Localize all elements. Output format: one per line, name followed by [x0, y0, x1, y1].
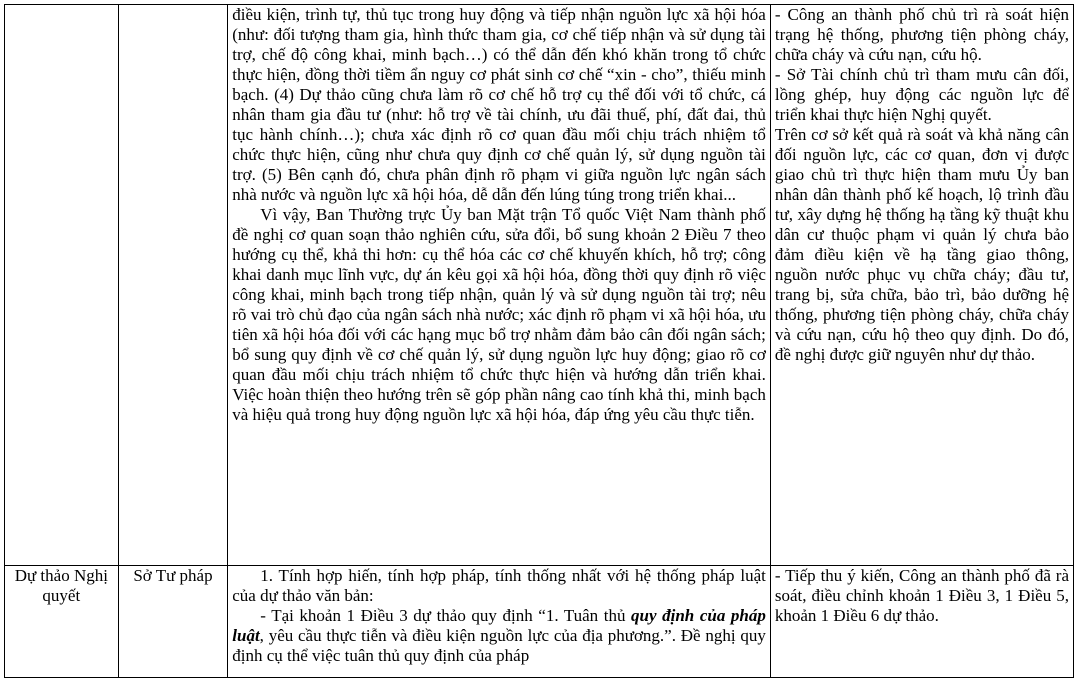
table-row	[5, 5, 1074, 566]
table-row	[5, 566, 1074, 678]
commenting-agency-cell: Sở Tư pháp	[118, 566, 228, 678]
comment-text: - Tại khoản 1 Điều 3 dự thảo quy định “1. Tuân thủ	[260, 606, 632, 625]
comment-content-cell	[228, 5, 771, 566]
response-paragraph: Trên cơ sở kết quả rà soát và khả năng cân đối nguồn lực, các cơ quan, đơn vị được giao chủ trì thực hiện tham mưu Ủy ban nhân dân thành phố kế hoạch, lộ trình đầu tư, xây dựng hệ thống hạ tầng kỹ thuật khu dân cư thuộc phạm vi quản lý chưa bảo đảm điều kiện về hạ tầng giao thông, nguồn nước phục vụ chữa cháy; đầu tư, trang bị, sửa chữa, bảo trì, bảo dưỡng hệ thống, phương tiện phòng cháy, chữa cháy và cứu nạn, cứu hộ theo quy định. Do đó, đề nghị được giữ nguyên như dự thảo.	[774, 125, 1069, 364]
response-paragraph: - Công an thành phố chủ trì rà soát hiện trạng hệ thống, phương tiện phòng cháy, chữa cháy và cứu nạn, cứu hộ.	[774, 5, 1069, 64]
comment-paragraph: điều kiện, trình tự, thủ tục trong huy động và tiếp nhận nguồn lực xã hội hóa (như: đối tượng tham gia, hình thức tham gia, cơ chế tiếp nhận và sử dụng tài trợ, chế độ công khai, minh bạch…) có thể dẫn đến khó khăn trong tổ chức thực hiện, đồng thời tiềm ẩn nguy cơ phát sinh cơ chế “xin - cho”, thiếu minh bạch. (4) Dự thảo cũng chưa làm rõ cơ chế hỗ trợ cụ thể đối với tổ chức, cá nhân tham gia đầu tư (như: hỗ trợ về tài chính, ưu đãi thuế, phí, đất đai, thủ tục hành chính…); chưa xác định rõ cơ quan đầu mối chịu trách nhiệm tổ chức thực hiện, cũng như chưa quy định cơ chế quản lý, sử dụng nguồn tài trợ. (5) Bên cạnh đó, chưa phân định rõ phạm vi giữa nguồn lực ngân sách nhà nước và nguồn lực xã hội hóa, dễ dẫn đến lúng túng trong triển khai...	[232, 5, 766, 204]
comment-paragraph: 1. Tính hợp hiến, tính hợp pháp, tính thống nhất với hệ thống pháp luật của dự thảo văn bản:	[232, 566, 766, 605]
comment-table	[4, 4, 1074, 678]
comment-text: , yêu cầu thực tiễn và điều kiện nguồn lực của địa phương.”. Đề nghị quy định cụ thể việc tuân thủ quy định của pháp	[232, 626, 766, 665]
response-cell	[770, 5, 1073, 566]
comment-content-cell	[228, 566, 771, 678]
draft-document-cell: Dự thảo Nghị quyết	[5, 566, 119, 678]
draft-document-cell	[5, 5, 119, 566]
emphasized-text: quy định của pháp luật	[232, 606, 766, 645]
response-paragraph: - Sở Tài chính chủ trì tham mưu cân đối, lồng ghép, huy động các nguồn lực để triển khai thực hiện Nghị quyết.	[774, 65, 1069, 124]
comment-paragraph: Vì vậy, Ban Thường trực Ủy ban Mặt trận Tổ quốc Việt Nam thành phố đề nghị cơ quan soạn thảo nghiên cứu, sửa đổi, bổ sung khoản 2 Điều 7 theo hướng cụ thể, khả thi hơn: cụ thể hóa các cơ chế khuyến khích, hỗ trợ; công khai danh mục lĩnh vực, dự án kêu gọi xã hội hóa, đồng thời quy định rõ việc công khai, minh bạch trong tiếp nhận, quản lý và sử dụng nguồn tài trợ; nêu rõ vai trò chủ đạo của ngân sách nhà nước; xác định rõ phạm vi xã hội hóa, ưu tiên xã hội hóa đối với các hạng mục bổ trợ nhằm đảm bảo cân đối ngân sách; bổ sung quy định về cơ chế quản lý, sử dụng nguồn lực huy động; giao rõ cơ quan đầu mối chịu trách nhiệm tổ chức thực hiện và hướng dẫn triển khai. Việc hoàn thiện theo hướng trên sẽ góp phần nâng cao tính khả thi, minh bạch và hiệu quả trong huy động nguồn lực xã hội hóa, đáp ứng yêu cầu thực tiễn.	[232, 205, 766, 424]
comment-paragraph	[232, 606, 766, 666]
commenting-agency-cell	[118, 5, 228, 566]
response-paragraph: - Tiếp thu ý kiến, Công an thành phố đã rà soát, điều chỉnh khoản 1 Điều 3, 1 Điều 5, khoản 1 Điều 6 dự thảo.	[774, 566, 1069, 625]
response-cell	[770, 566, 1073, 678]
